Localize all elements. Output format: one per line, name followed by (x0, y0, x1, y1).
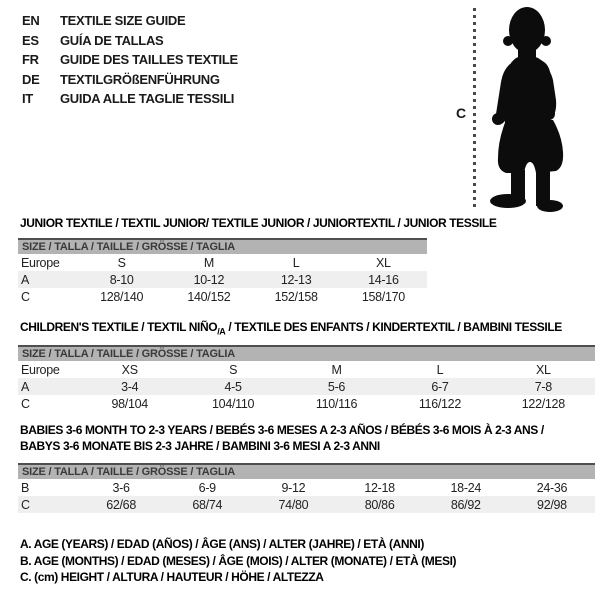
lang-row-de (22, 70, 238, 90)
row-label: C (21, 289, 30, 304)
table-cell: XS (121, 362, 138, 377)
size-header-bar: SIZE / TALLA / TAILLE / GRÖSSE / TAGLIA (18, 238, 427, 254)
lang-row-it (22, 89, 238, 109)
table-cell: M (203, 255, 214, 270)
title-text: / TEXTILE DES ENFANTS / KINDERTEXTIL / BAMBINI TESSILE (225, 320, 562, 334)
footnotes (20, 536, 456, 586)
row-label: C (21, 497, 30, 512)
row-label: A (21, 379, 30, 394)
table-cell: 6-9 (198, 480, 216, 495)
lang-title: GUIDE DES TAILLES TEXTILE (60, 52, 238, 68)
size-header-bar: SIZE / TALLA / TAILLE / GRÖSSE / TAGLIA (18, 345, 595, 361)
table-cell: 80/86 (364, 497, 395, 512)
table-cell: 92/98 (537, 497, 567, 512)
title-line-1: BABIES 3-6 MONTH TO 2-3 YEARS / BEBÉS 3-6 MESES A 2-3 AÑOS / BÉBÉS 3-6 MOIS À 2-3 ANS / (20, 423, 544, 437)
table-cell: 122/128 (521, 396, 565, 411)
lang-code: IT (22, 91, 33, 107)
table-cell: 14-16 (368, 272, 399, 287)
table-cell: L (292, 255, 300, 270)
table-cell: 7-8 (534, 379, 552, 394)
table-cell: 116/122 (418, 396, 461, 411)
babies-section-title (20, 423, 544, 454)
table-cell: 152/158 (274, 289, 318, 304)
table-row (18, 361, 595, 378)
table-row (18, 479, 595, 496)
row-label: Europe (21, 362, 60, 377)
table-cell: S (229, 362, 238, 377)
table-row (18, 271, 427, 288)
lang-title: TEXTILE SIZE GUIDE (60, 13, 186, 29)
row-label: Europe (21, 255, 60, 270)
table-cell: 12-18 (364, 480, 395, 495)
table-cell: 62/68 (106, 497, 136, 512)
table-cell: S (117, 255, 126, 270)
lang-code: DE (22, 71, 40, 87)
row-label: B (21, 480, 30, 495)
lang-row-fr (22, 50, 238, 70)
table-row (18, 378, 595, 395)
height-measure-dotted-line (473, 8, 476, 208)
table-cell: 12-13 (280, 272, 312, 287)
table-row (18, 254, 427, 271)
table-cell: 3-6 (112, 480, 130, 495)
language-title-block (22, 11, 238, 109)
footnote-b: B. AGE (MONTHS) / EDAD (MESES) / ÂGE (MOIS) / ALTER (MONATE) / ETÀ (MESI) (20, 553, 457, 568)
table-cell: 4-5 (224, 379, 242, 394)
table-cell: 6-7 (431, 379, 449, 394)
footnote-c: C. (cm) HEIGHT / ALTURA / HAUTEUR / HÖHE / ALTEZZA (20, 570, 324, 584)
table-cell: 8-10 (109, 272, 134, 287)
table-cell: 18-24 (450, 480, 482, 495)
table-cell: 10-12 (193, 272, 225, 287)
table-cell: 140/152 (187, 289, 231, 304)
lang-title: GUÍA DE TALLAS (60, 32, 164, 48)
title-text: CHILDREN'S TEXTILE / TEXTIL NIÑO (20, 320, 218, 334)
lang-title: TEXTILGRÖßENFÜHRUNG (60, 71, 220, 87)
lang-row-es (22, 31, 238, 51)
table-cell: 110/116 (315, 396, 358, 411)
table-cell: 104/110 (212, 396, 255, 411)
row-label: C (21, 396, 30, 411)
children-size-table (18, 345, 595, 412)
table-cell: 98/104 (111, 396, 148, 411)
table-cell: 128/140 (100, 289, 144, 304)
title-line-2: BABYS 3-6 MONATE BIS 2-3 JAHRE / BAMBINI 3-6 MESI A 2-3 ANNI (20, 438, 380, 453)
table-cell: XL (376, 255, 391, 270)
table-cell: 68/74 (192, 497, 223, 512)
table-cell: 3-4 (121, 379, 139, 394)
children-section-title (20, 320, 562, 336)
junior-size-table (18, 238, 427, 305)
table-row (18, 288, 427, 305)
row-label: A (21, 272, 30, 287)
table-cell: 9-12 (281, 480, 306, 495)
table-cell: 5-6 (327, 379, 346, 394)
table-cell: M (331, 362, 342, 377)
footnote-a: A. AGE (YEARS) / EDAD (AÑOS) / ÂGE (ANS) / ALTER (JAHRE) / ETÀ (ANNI) (20, 537, 424, 551)
table-row (18, 395, 595, 412)
table-cell: 158/170 (361, 289, 405, 304)
lang-code: ES (22, 32, 39, 48)
child-silhouette-icon (480, 0, 600, 220)
lang-row-en (22, 11, 238, 31)
lang-title: GUIDA ALLE TAGLIE TESSILI (60, 91, 235, 107)
table-cell: XL (535, 362, 551, 377)
babies-size-table (18, 463, 595, 513)
height-measure-label: C (456, 105, 467, 121)
lang-code: FR (22, 52, 39, 68)
table-cell: 74/80 (278, 497, 309, 512)
table-cell: 24-36 (536, 480, 568, 495)
size-header-bar: SIZE / TALLA / TAILLE / GRÖSSE / TAGLIA (18, 463, 595, 479)
table-cell: L (436, 362, 444, 377)
table-row (18, 496, 595, 513)
title-subscript: /A (217, 326, 226, 337)
lang-code: EN (22, 13, 40, 29)
table-cell: 86/92 (450, 497, 481, 512)
junior-section-title: JUNIOR TEXTILE / TEXTIL JUNIOR/ TEXTILE JUNIOR / JUNIORTEXTIL / JUNIOR TESSILE (20, 216, 497, 230)
